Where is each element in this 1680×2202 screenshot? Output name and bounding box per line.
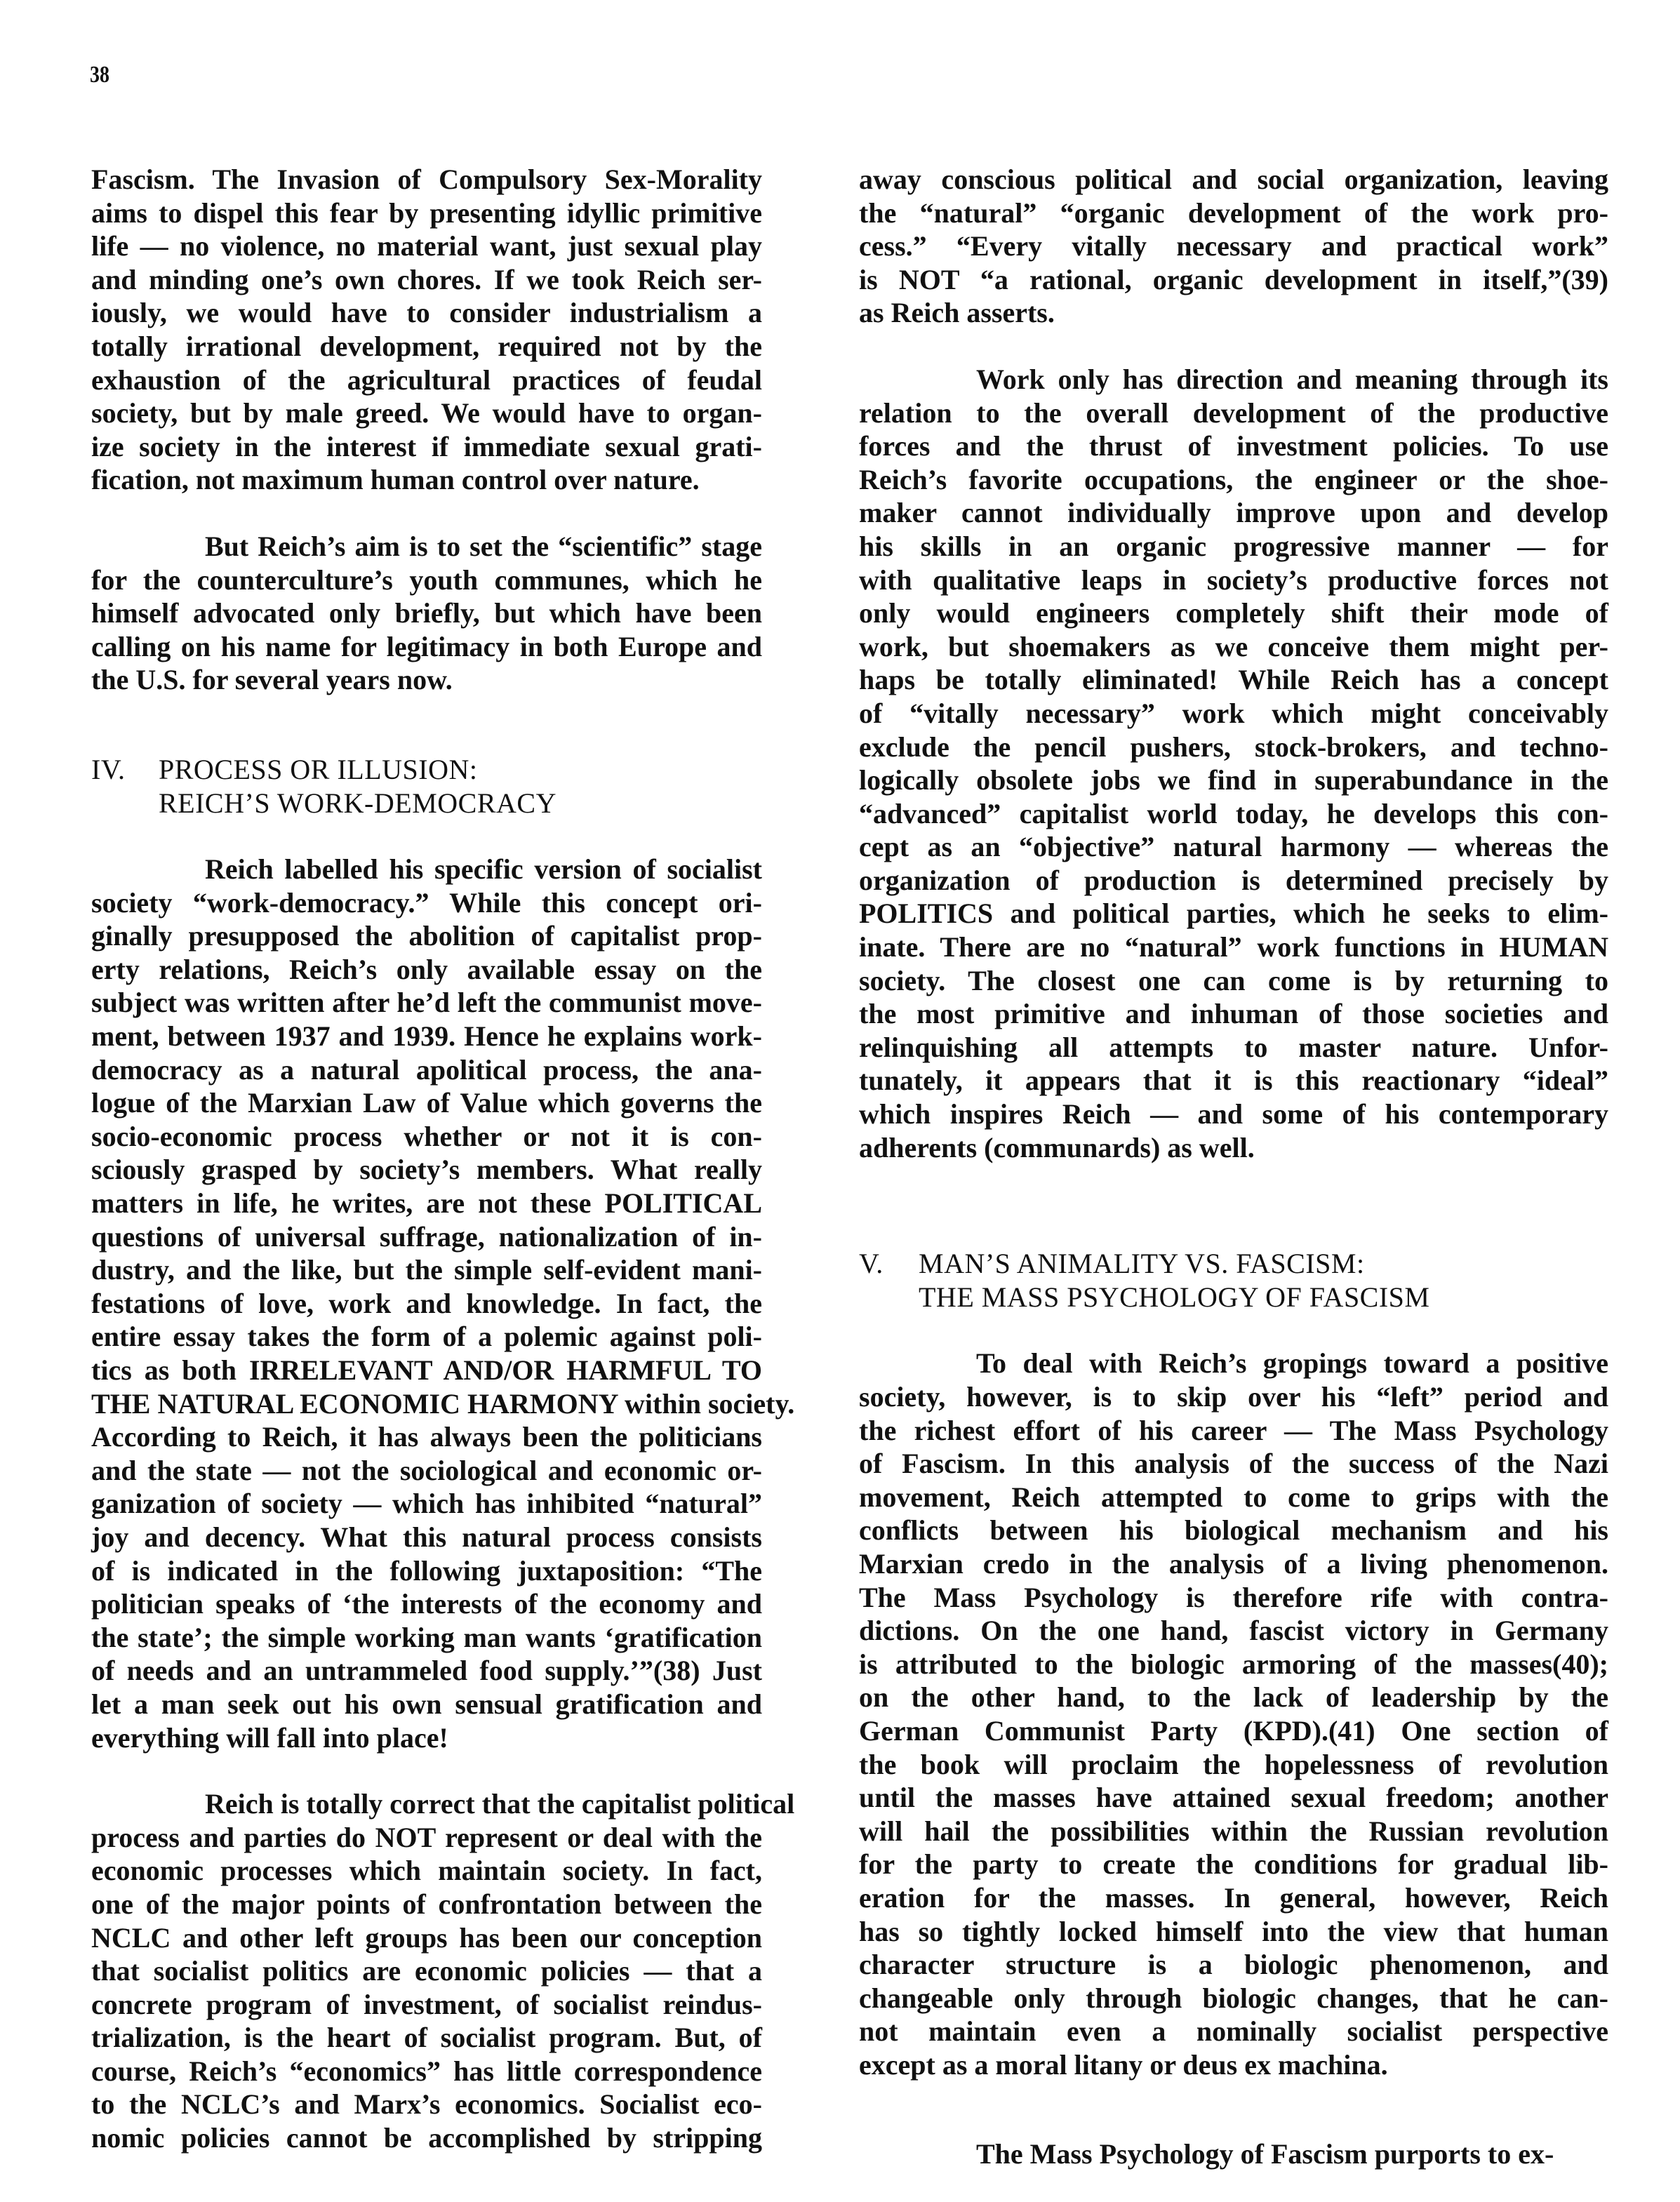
text-line: The Mass Psychology is therefore rife with contra- xyxy=(859,1581,1608,1613)
text-line: questions of universal suffrage, nationalization of in- xyxy=(91,1220,762,1253)
heading-line-2: THE MASS PSYCHOLOGY OF FASCISM xyxy=(919,1281,1430,1313)
text-line: socio-economic process whether or not it is con- xyxy=(91,1120,762,1152)
text-line: politician speaks of ‘the interests of the economy and xyxy=(91,1588,762,1620)
text-line: adherents (communards) as well. xyxy=(859,1131,1255,1163)
text-line: away conscious political and social organization, leaving xyxy=(859,164,1608,195)
text-line: of needs and an untrammeled food supply.’”(38) Just xyxy=(91,1655,762,1687)
text-line: totally irrational development, required not by the xyxy=(91,330,762,362)
heading-line-2: REICH’S WORK-DEMOCRACY xyxy=(159,787,556,819)
text-line: of “vitally necessary” work which might conceivably xyxy=(859,697,1608,729)
text-line: himself advocated only briefly, but which have been xyxy=(91,597,762,629)
text-line: entire essay takes the form of a polemic against poli- xyxy=(91,1321,762,1353)
text-line: haps be totally eliminated! While Reich has a concept xyxy=(859,664,1608,696)
text-line: that socialist politics are economic policies — that a xyxy=(91,1955,762,1987)
text-line: Reich is totally correct that the capitalist political xyxy=(205,1788,795,1820)
text-line: only would engineers completely shift their mode of xyxy=(859,597,1608,629)
paragraph xyxy=(91,1787,795,2155)
text-line: nomic policies cannot be accomplished by stripping xyxy=(91,2122,762,2154)
text-line: and the state — not the sociological and economic or- xyxy=(91,1454,762,1486)
paragraph xyxy=(859,163,1608,330)
text-line: course, Reich’s “economics” has little correspondence xyxy=(91,2055,762,2087)
text-line: Reich labelled his specific version of socialist xyxy=(205,853,762,886)
text-line: THE NATURAL ECONOMIC HARMONY within society. xyxy=(91,1387,795,1420)
text-line: for the counterculture’s youth communes, which he xyxy=(91,563,762,596)
section-numeral: IV. xyxy=(91,753,126,785)
text-line: relinquishing all attempts to master nature. Unfor- xyxy=(859,1031,1608,1063)
text-line: the richest effort of his career — The Mass Psychology xyxy=(859,1414,1608,1446)
text-line: festations of love, work and knowledge. In fact, the xyxy=(91,1287,762,1319)
text-line: society “work-democracy.” While this concept ori- xyxy=(91,886,762,919)
text-line: and minding one’s own chores. If we took Reich ser- xyxy=(91,263,762,295)
text-line: German Communist Party (KPD).(41) One section of xyxy=(859,1714,1608,1747)
text-line: his skills in an organic progressive manner — for xyxy=(859,530,1608,562)
paragraph xyxy=(859,2137,1608,2171)
text-line: cept as an “objective” natural harmony — whereas the xyxy=(859,831,1608,863)
heading-line-1: PROCESS OR ILLUSION: xyxy=(159,753,478,785)
text-line: To deal with Reich’s gropings toward a positive xyxy=(976,1347,1608,1380)
text-line: ginally presupposed the abolition of capitalist prop- xyxy=(91,920,762,952)
text-line: According to Reich, it has always been the politicians xyxy=(91,1421,762,1453)
text-line: Reich’s favorite occupations, the engineer or the shoe- xyxy=(859,463,1608,495)
text-line: the book will proclaim the hopelessness of revolution xyxy=(859,1748,1608,1780)
text-line: tics as both IRRELEVANT AND/OR HARMFUL TO xyxy=(91,1354,762,1386)
text-line: will hail the possibilities within the Russian revolution xyxy=(859,1815,1608,1847)
text-line: of Fascism. In this analysis of the success of the Nazi xyxy=(859,1448,1608,1480)
page-number: 38 xyxy=(90,62,109,88)
text-line: which inspires Reich — and some of his contemporary xyxy=(859,1098,1608,1130)
text-line: subject was written after he’d left the communist move- xyxy=(91,987,762,1019)
text-line: on the other hand, to the lack of leadership by the xyxy=(859,1681,1608,1714)
paragraph xyxy=(859,363,1608,1164)
text-line: fication, not maximum human control over nature. xyxy=(91,464,700,496)
text-line: POLITICS and political parties, which he seeks to elim- xyxy=(859,898,1608,930)
text-line: “advanced” capitalist world today, he develops this con- xyxy=(859,797,1608,829)
text-line: Work only has direction and meaning through its xyxy=(976,363,1608,395)
section-heading-v xyxy=(859,1247,1608,1314)
text-line: conflicts between his biological mechanism and his xyxy=(859,1514,1608,1547)
text-line: iously, we would have to consider industrialism a xyxy=(91,297,762,329)
text-line: society. The closest one can come is by returning to xyxy=(859,964,1608,996)
text-line: ment, between 1937 and 1939. Hence he explains work- xyxy=(91,1020,762,1053)
text-line: organization of production is determined precisely by xyxy=(859,864,1608,896)
text-line: one of the major points of confrontation between the xyxy=(91,1888,762,1920)
text-line: calling on his name for legitimacy in both Europe and xyxy=(91,630,762,662)
text-line: let a man seek out his own sensual gratification and xyxy=(91,1688,762,1720)
text-line: aims to dispel this fear by presenting idyllic primitive xyxy=(91,196,762,229)
text-line: economic processes which maintain society. In fact, xyxy=(91,1855,762,1887)
text-line: of is indicated in the following juxtaposition: “The xyxy=(91,1554,762,1587)
text-line: logue of the Marxian Law of Value which governs the xyxy=(91,1087,762,1119)
text-line: But Reich’s aim is to set the “scientific” stage xyxy=(205,530,762,562)
section-heading-iv xyxy=(91,753,762,820)
text-line: as Reich asserts. xyxy=(859,297,1055,329)
text-line: sciously grasped by society’s members. What really xyxy=(91,1154,762,1186)
text-line: cess.” “Every vitally necessary and practical work” xyxy=(859,230,1608,262)
text-line: trialization, is the heart of socialist program. But, of xyxy=(91,2022,762,2054)
paragraph xyxy=(91,853,795,1754)
text-line: eration for the masses. In general, however, Reich xyxy=(859,1881,1608,1914)
text-line: the state’; the simple working man wants ‘gratification xyxy=(91,1621,762,1653)
text-line: not maintain even a nominally socialist perspective xyxy=(859,2015,1608,2048)
text-line: tunately, it appears that it is this reactionary “ideal” xyxy=(859,1065,1608,1097)
text-line: the “natural” “organic development of the work pro- xyxy=(859,196,1608,229)
text-line: dictions. On the one hand, fascist victory in Germany xyxy=(859,1615,1608,1647)
text-line: has so tightly locked himself into the view that human xyxy=(859,1915,1608,1947)
text-line: exhaustion of the agricultural practices of feudal xyxy=(91,363,762,396)
text-line: concrete program of investment, of socialist reindus- xyxy=(91,1988,762,2020)
text-line: exclude the pencil pushers, stock-brokers, and techno- xyxy=(859,730,1608,763)
text-line: NCLC and other left groups has been our conception xyxy=(91,1921,762,1954)
text-line: ize society in the interest if immediate sexual grati- xyxy=(91,430,762,462)
text-line: work, but shoemakers as we conceive them might per- xyxy=(859,630,1608,662)
text-line: society, but by male greed. We would have to organ- xyxy=(91,397,762,429)
text-line: maker cannot individually improve upon and develop xyxy=(859,497,1608,529)
text-line: inate. There are no “natural” work functions in HUMAN xyxy=(859,931,1608,963)
text-line: erty relations, Reich’s only available essay on the xyxy=(91,953,762,985)
text-line: for the party to create the conditions for gradual lib- xyxy=(859,1848,1608,1881)
text-line: joy and decency. What this natural process consists xyxy=(91,1521,762,1553)
text-line: forces and the thrust of investment policies. To use xyxy=(859,430,1608,462)
left-column xyxy=(91,163,795,2155)
text-line: until the masses have attained sexual freedom; another xyxy=(859,1782,1608,1814)
text-line: changeable only through biologic changes, that he can- xyxy=(859,1982,1608,2014)
heading-line-1: MAN’S ANIMALITY VS. FASCISM: xyxy=(919,1248,1365,1280)
paragraph xyxy=(859,1347,1608,2081)
text-line: Marxian credo in the analysis of a living phenomenon. xyxy=(859,1547,1608,1580)
text-line: The Mass Psychology of Fascism purports to ex- xyxy=(976,2138,1554,2170)
text-line: the most primitive and inhuman of those societies and xyxy=(859,998,1608,1030)
text-line: ganization of society — which has inhibited “natural” xyxy=(91,1488,762,1520)
text-line: life — no violence, no material want, just sexual play xyxy=(91,230,762,262)
text-line: is NOT “a rational, organic development in itself,”(39) xyxy=(859,263,1608,295)
text-line: with qualitative leaps in society’s productive forces not xyxy=(859,563,1608,596)
paragraph xyxy=(91,163,762,497)
text-line: society, however, is to skip over his “left” period and xyxy=(859,1381,1608,1413)
text-line: logically obsolete jobs we find in superabundance in the xyxy=(859,764,1608,796)
section-numeral: V. xyxy=(859,1248,884,1280)
paragraph xyxy=(91,530,762,697)
text-line: character structure is a biologic phenomenon, and xyxy=(859,1949,1608,1981)
text-line: the U.S. for several years now. xyxy=(91,664,453,696)
text-line: Fascism. The Invasion of Compulsory Sex-Morality xyxy=(91,164,762,195)
text-line: is attributed to the biologic armoring of the masses(40); xyxy=(859,1648,1608,1680)
text-line: except as a moral litany or deus ex machina. xyxy=(859,2048,1388,2081)
text-line: process and parties do NOT represent or deal with the xyxy=(91,1821,762,1853)
text-line: movement, Reich attempted to come to grips with the xyxy=(859,1481,1608,1513)
text-line: matters in life, he writes, are not these POLITICAL xyxy=(91,1187,762,1220)
text-line: democracy as a natural apolitical process, the ana- xyxy=(91,1053,762,1086)
text-line: dustry, and the like, but the simple self-evident mani- xyxy=(91,1254,762,1286)
text-line: relation to the overall development of the productive xyxy=(859,396,1608,429)
text-line: everything will fall into place! xyxy=(91,1721,448,1754)
text-line: to the NCLC’s and Marx’s economics. Socialist eco- xyxy=(91,2088,762,2121)
right-column xyxy=(859,163,1608,2171)
